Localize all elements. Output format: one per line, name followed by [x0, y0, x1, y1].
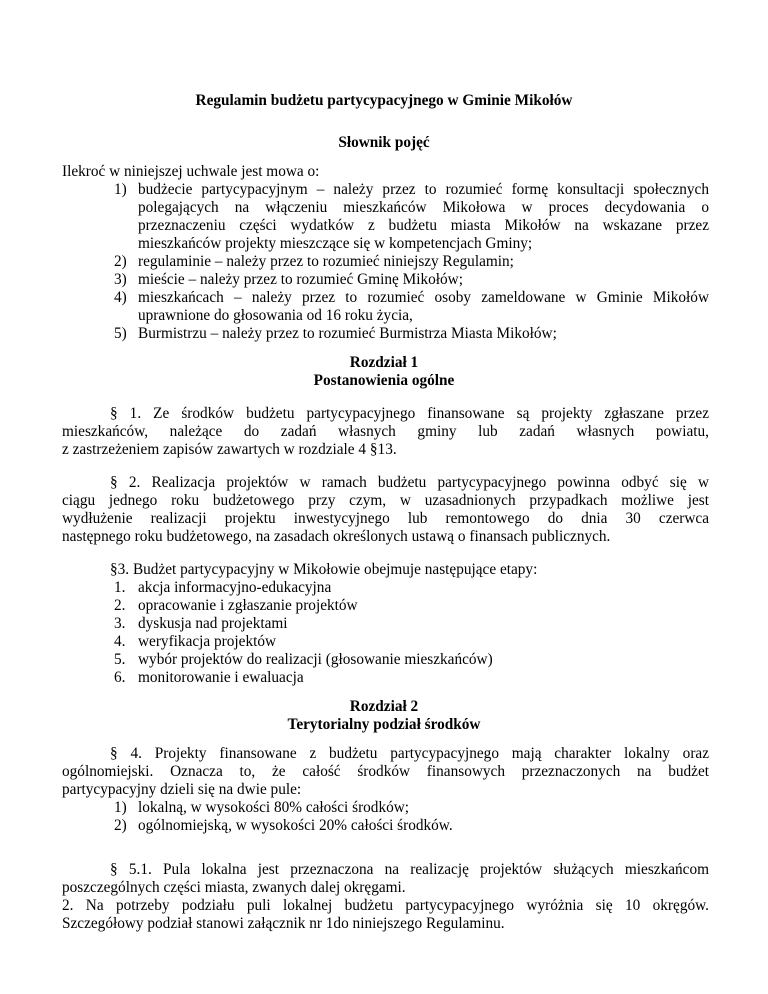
stage-number: 2.	[114, 597, 126, 614]
glossary-heading: Słownik pojęć	[338, 134, 430, 151]
paragraph-5-2-line: 2. Na potrzeby podziału puli lokalnej budżetu partycypacyjnego wyróżnia się 10 okręgów.	[62, 897, 709, 914]
glossary-item-number: 5)	[114, 325, 127, 342]
glossary-item-line: mieszkańców projekty mieszczące się w kompetencjach Gminy;	[138, 235, 533, 252]
paragraph-5-2-line: Szczegółowy podział stanowi załącznik nr 1do niniejszego Regulaminu.	[62, 915, 505, 932]
glossary-item-line: budżecie partycypacyjnym – należy przez to rozumieć formę konsultacji społecznych	[138, 181, 709, 198]
stage-item: monitorowanie i ewaluacja	[138, 669, 304, 686]
pool-number: 2)	[114, 817, 127, 834]
paragraph-4-line: ogólnomiejski. Oznacza to, że całość środków finansowych przeznaczonych na budżet	[62, 763, 709, 780]
pool-item: ogólnomiejską, w wysokości 20% całości środków.	[138, 817, 453, 834]
glossary-item-number: 4)	[114, 289, 127, 306]
paragraph-2-line: § 2. Realizacja projektów w ramach budżetu partycypacyjnego powinna odbyć się w	[110, 474, 709, 491]
paragraph-4-line: partycypacyjny dzieli się na dwie pule:	[62, 781, 302, 798]
paragraph-5-line: § 5.1. Pula lokalna jest przeznaczona na realizację projektów służących mieszkańcom	[110, 861, 709, 878]
paragraph-3-intro: §3. Budżet partycypacyjny w Mikołowie obejmuje następujące etapy:	[110, 561, 538, 578]
stage-number: 6.	[114, 669, 126, 686]
glossary-item-line: Burmistrzu – należy przez to rozumieć Burmistrza Miasta Mikołów;	[138, 325, 557, 342]
paragraph-5-line: poszczególnych części miasta, zwanych dalej okręgami.	[62, 879, 406, 896]
stage-number: 1.	[114, 579, 126, 596]
stage-number: 5.	[114, 651, 126, 668]
stage-item: wybór projektów do realizacji (głosowanie mieszkańców)	[138, 651, 493, 668]
paragraph-1-line: mieszkańców, należące do zadań własnych gminy lub zadań własnych powiatu,	[62, 423, 709, 440]
glossary-intro: Ilekroć w niniejszej uchwale jest mowa o:	[62, 163, 320, 180]
glossary-item-number: 2)	[114, 253, 127, 270]
chapter-1-subheading: Postanowienia ogólne	[313, 372, 455, 389]
glossary-item-line: mieście – należy przez to rozumieć Gminę Mikołów;	[138, 271, 463, 288]
pool-item: lokalną, w wysokości 80% całości środków;	[138, 799, 410, 816]
pool-number: 1)	[114, 799, 127, 816]
chapter-2-heading: Rozdział 2	[349, 698, 419, 715]
glossary-item-line: mieszkańcach – należy przez to rozumieć osoby zameldowane w Gminie Mikołów	[138, 289, 709, 306]
glossary-item-number: 3)	[114, 271, 127, 288]
document-title: Regulamin budżetu partycypacyjnego w Gminie Mikołów	[195, 92, 573, 109]
stage-item: weryfikacja projektów	[138, 633, 277, 650]
glossary-item-number: 1)	[114, 181, 127, 198]
stage-item: dyskusja nad projektami	[138, 615, 288, 632]
glossary-item-line: przeznaczeniu części wydatków z budżetu miasta Mikołów na wskazane przez	[138, 217, 709, 234]
glossary-item-line: uprawnione do głosowania od 16 roku życia,	[138, 307, 413, 324]
paragraph-1-line: z zastrzeżeniem zapisów zawartych w rozdziale 4 §13.	[62, 441, 397, 458]
stage-item: akcja informacyjno-edukacyjna	[138, 579, 332, 596]
paragraph-2-line: wydłużenie realizacji projektu inwestycyjnego lub remontowego do dnia 30 czerwca	[62, 510, 709, 527]
stage-item: opracowanie i zgłaszanie projektów	[138, 597, 358, 614]
glossary-item-line: polegających na włączeniu mieszkańców Mikołowa w proces decydowania o	[138, 199, 709, 216]
paragraph-2-line: ciągu jednego roku budżetowego przy czym, w uzasadnionych przypadkach możliwe jest	[62, 492, 709, 509]
glossary-item-line: regulaminie – należy przez to rozumieć niniejszy Regulamin;	[138, 253, 514, 270]
stage-number: 3.	[114, 615, 126, 632]
paragraph-2-line: następnego roku budżetowego, na zasadach określonych ustawą o finansach publicznych.	[62, 528, 611, 545]
chapter-1-heading: Rozdział 1	[349, 354, 419, 371]
paragraph-1-line: § 1. Ze środków budżetu partycypacyjnego finansowane są projekty zgłaszane przez	[110, 405, 709, 422]
chapter-2-subheading: Terytorialny podział środków	[287, 716, 481, 733]
paragraph-4-line: § 4. Projekty finansowane z budżetu partycypacyjnego mają charakter lokalny oraz	[110, 745, 709, 762]
stage-number: 4.	[114, 633, 126, 650]
